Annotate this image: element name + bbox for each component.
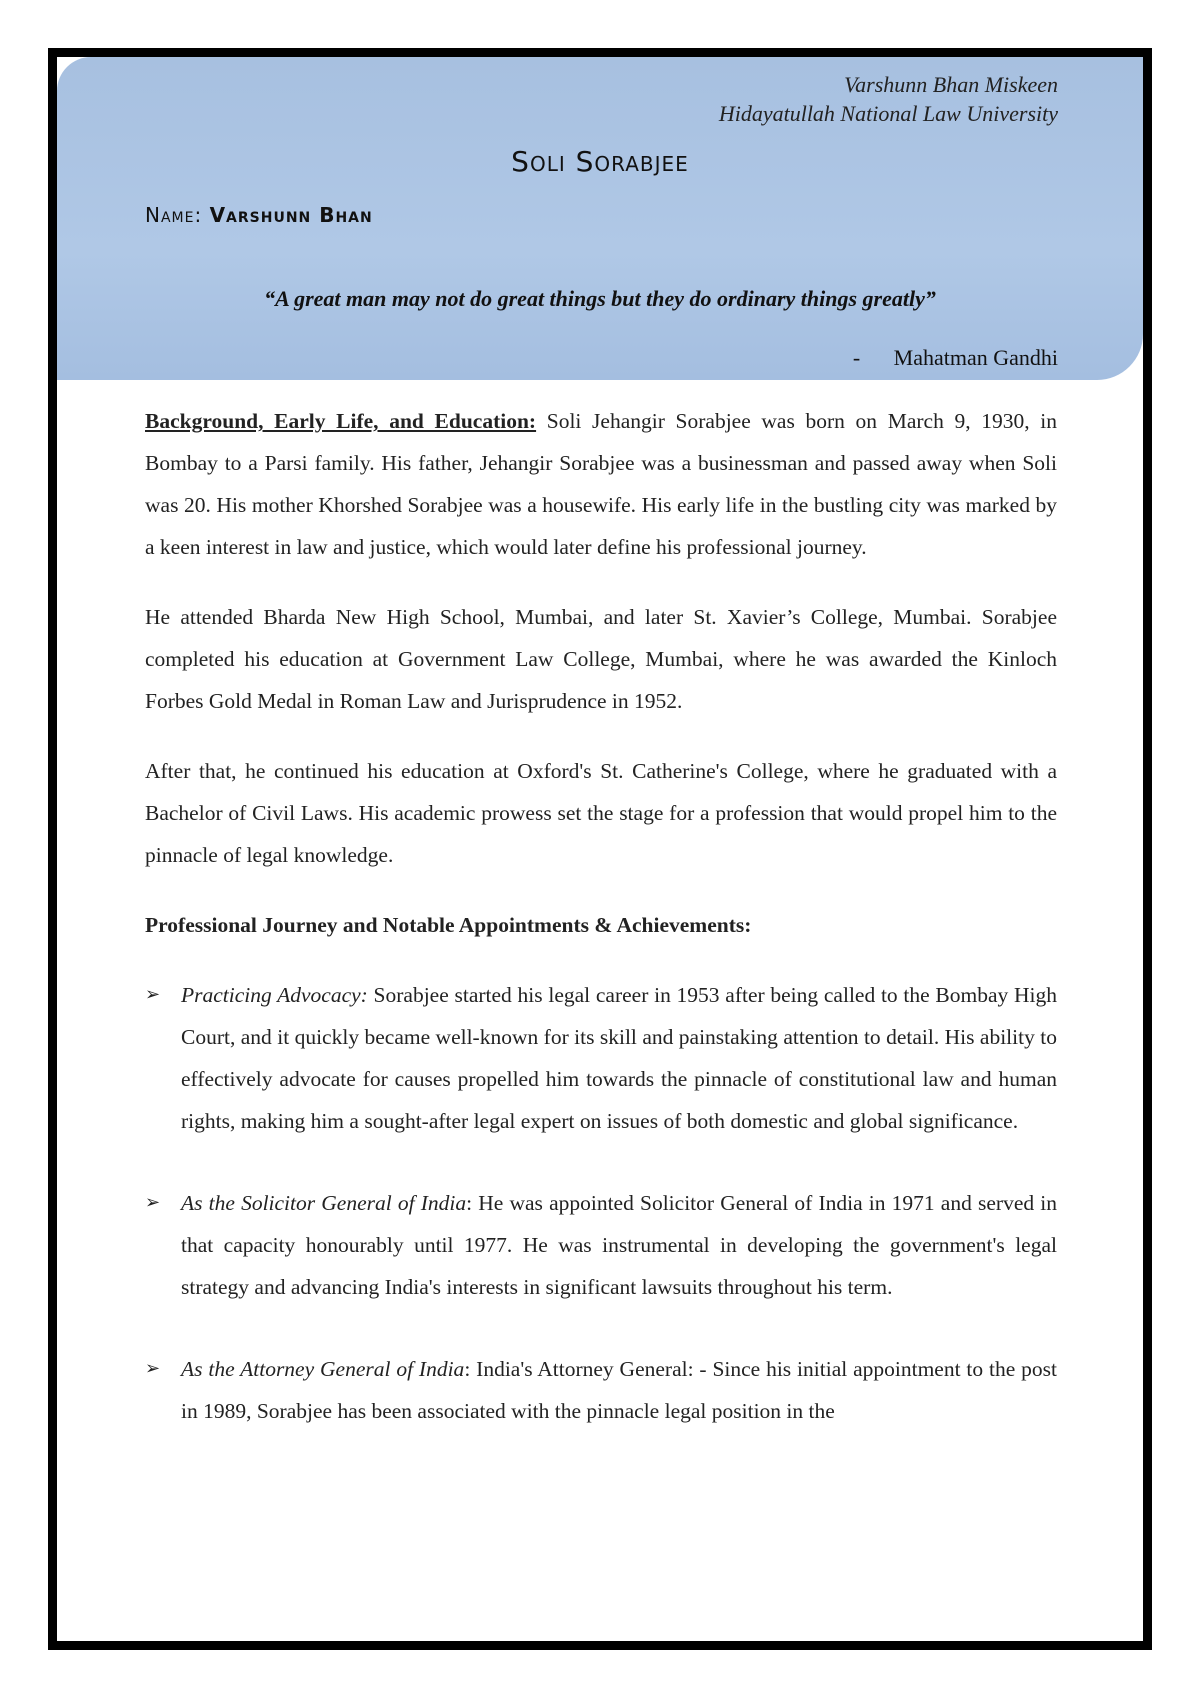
author-name: Varshunn Bhan Miskeen xyxy=(844,72,1058,97)
bullet-text: Sorabjee started his legal career in 1953 after being called to the Bombay High Court, and it quickly became well-known for its skill and painstaking attention to detail. His ability to effectively advocate for causes propelled him towards the pinnacle of constitutional law and human rights, making him a sought-after legal expert on issues of both domestic and global significance. xyxy=(181,983,1057,1133)
section-heading: Professional Journey and Notable Appointments & Achievements: xyxy=(145,913,752,937)
name-line xyxy=(145,203,373,227)
arrow-bullet-icon: ➢ xyxy=(145,984,161,1005)
paragraph-background xyxy=(145,400,1057,568)
attribution-dash: - xyxy=(852,345,861,370)
name-label: Name: xyxy=(145,203,203,227)
list-item xyxy=(145,1348,1057,1432)
author-university: Hidayatullah National Law University xyxy=(718,101,1058,126)
paragraph-schooling: He attended Bharda New High School, Mumbai, and later St. Xavier’s College, Mumbai. Sorabjee completed his education at Government Law College, Mumbai, where he was awarded the Kinloch Forbes Gold Medal in Roman Law and Jurisprudence in 1952. xyxy=(145,605,1057,713)
list-item xyxy=(145,974,1057,1142)
arrow-bullet-icon: ➢ xyxy=(145,1358,161,1379)
name-value: Varshunn Bhan xyxy=(209,203,373,227)
quote: “A great man may not do great things but they do ordinary things greatly” xyxy=(264,286,936,311)
bullet-text: : India's Attorney General: - Since his initial appointment to the post in 1989, Sorabjee has been associated with the pinnacle legal position in the xyxy=(181,1357,1057,1423)
arrow-bullet-icon: ➢ xyxy=(145,1192,161,1213)
paragraph-oxford: After that, he continued his education at Oxford's St. Catherine's College, where he graduated with a Bachelor of Civil Laws. His academic prowess set the stage for a profession that would propel him to the pinnacle of legal knowledge. xyxy=(145,759,1057,867)
background-text: Soli Jehangir Sorabjee was born on March 9, 1930, in Bombay to a Parsi family. His father, Jehangir Sorabjee was a businessman and passed away when Soli was 20. His mother Khorshed Sorabjee was a housewife. His early life in the bustling city was marked by a keen interest in law and justice, which would later define his professional journey. xyxy=(145,409,1058,559)
document-body xyxy=(145,400,1057,1472)
bullet-lead: Practicing Advocacy: xyxy=(181,983,368,1007)
bullet-lead: As the Solicitor General of India xyxy=(181,1191,467,1215)
list-item xyxy=(145,1182,1057,1308)
bullet-text: : He was appointed Solicitor General of India in 1971 and served in that capacity honourably until 1977. He was instrumental in developing the government's legal strategy and advancing India's interests in significant lawsuits throughout his term. xyxy=(181,1191,1057,1299)
background-heading: Background, Early Life, and Education: xyxy=(145,409,537,433)
bullet-lead: As the Attorney General of India xyxy=(181,1357,465,1381)
document-title: Soli Sorabjee xyxy=(511,145,689,178)
attribution-name: Mahatman Gandhi xyxy=(893,345,1058,370)
quote-attribution xyxy=(853,345,1058,371)
